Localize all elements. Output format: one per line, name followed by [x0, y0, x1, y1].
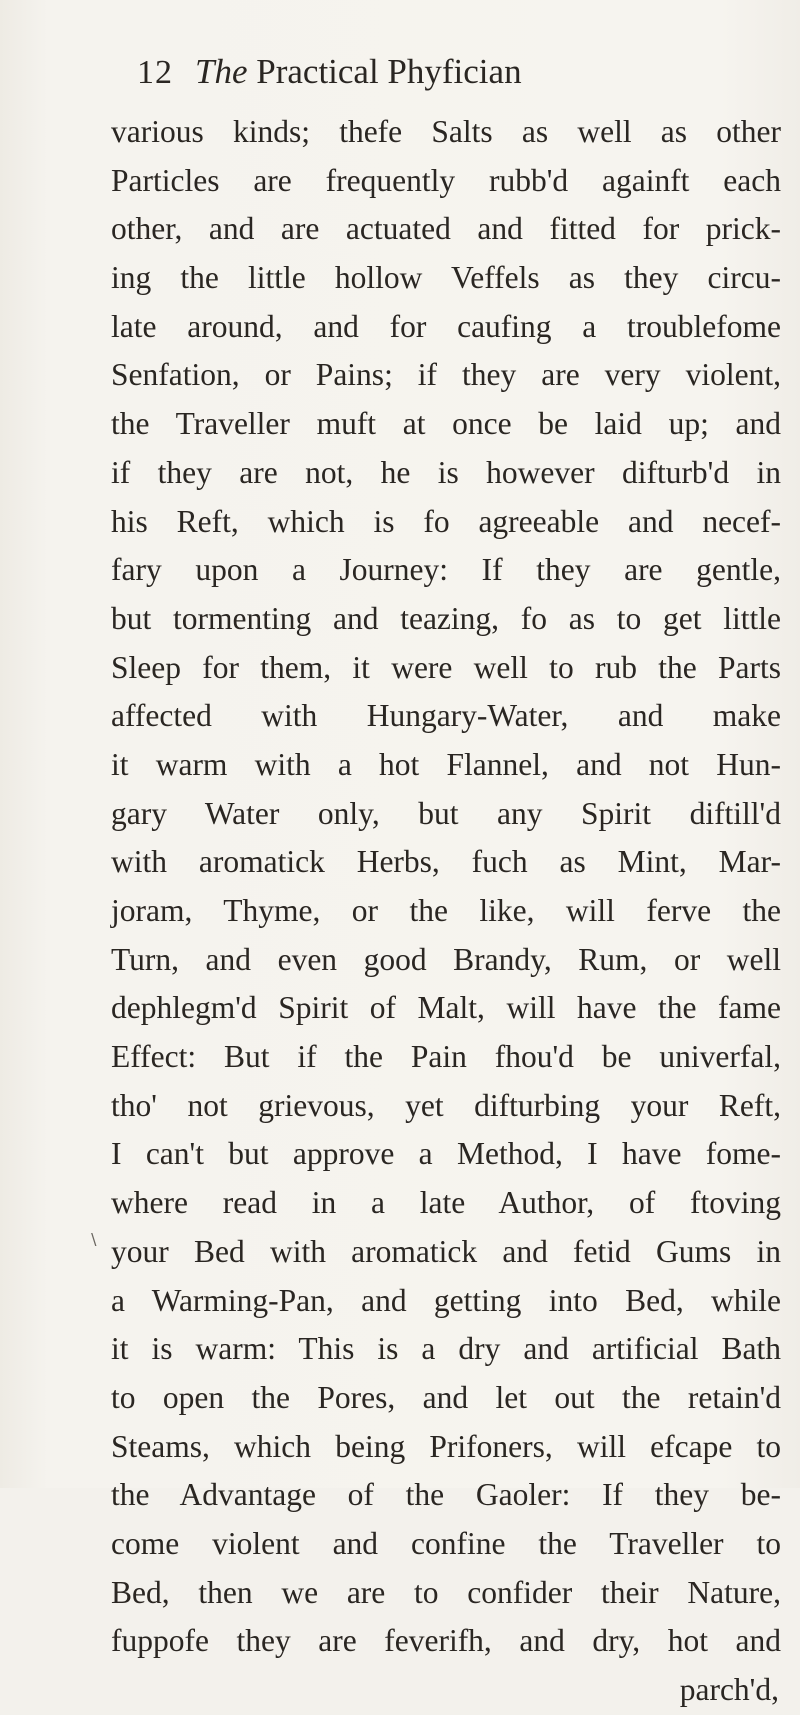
text-line: I can't but approve a Method, I have fome-: [111, 1136, 781, 1172]
text-line: late around, and for caufing a troublefome: [111, 308, 781, 344]
text-line: Senfation, or Pains; if they are very violent,: [111, 357, 781, 393]
text-line: ing the little hollow Veffels as they circu-: [111, 260, 781, 296]
text-line: Steams, which being Prifoners, will efcape to: [111, 1428, 781, 1464]
text-line: Particles are frequently rubb'd againft each: [111, 162, 781, 198]
text-line: the Advantage of the Gaoler: If they be-: [111, 1477, 781, 1513]
running-head: [137, 52, 697, 96]
page-number: 12: [137, 54, 173, 91]
text-line: a Warming-Pan, and getting into Bed, while: [111, 1282, 781, 1318]
running-title-rest: Practical Phyfician: [256, 52, 522, 91]
text-line: gary Water only, but any Spirit diftill'd: [111, 795, 781, 831]
text-line: tho' not grievous, yet difturbing your Reft,: [111, 1087, 781, 1123]
text-line: his Reft, which is fo agreeable and necef-: [111, 503, 781, 539]
text-line: affected with Hungary-Water, and make: [111, 698, 781, 734]
text-line: it warm with a hot Flannel, and not Hun-: [111, 746, 781, 782]
text-line: various kinds; thefe Salts as well as other: [111, 114, 781, 149]
text-line: fary upon a Journey: If they are gentle,: [111, 552, 781, 588]
text-line: other, and are actuated and fitted for prick-: [111, 211, 781, 247]
text-line: dephlegm'd Spirit of Malt, will have the fame: [111, 990, 781, 1026]
text-line: the Traveller muft at once be laid up; and: [111, 406, 781, 442]
running-title-italic: The: [195, 52, 248, 91]
catchword: parch'd,: [679, 1672, 779, 1707]
text-line: with aromatick Herbs, fuch as Mint, Mar-: [111, 844, 781, 880]
text-line: joram, Thyme, or the like, will ferve the: [111, 893, 781, 928]
text-line: to open the Pores, and let out the retain'd: [111, 1379, 781, 1415]
text-line: Turn, and even good Brandy, Rum, or well: [111, 941, 781, 977]
running-title: [195, 52, 522, 92]
text-line: it is warm: This is a dry and artificial Bath: [111, 1331, 781, 1367]
body-text: [111, 108, 781, 1715]
text-line: fuppofe they are feverifh, and dry, hot and: [111, 1623, 781, 1659]
text-line: Sleep for them, it were well to rub the Parts: [111, 649, 781, 685]
margin-mark: ∖: [88, 1232, 99, 1249]
text-line: your Bed with aromatick and fetid Gums in: [111, 1233, 781, 1269]
text-line: if they are not, he is however difturb'd in: [111, 454, 781, 490]
text-line: where read in a late Author, of ftoving: [111, 1185, 781, 1221]
text-line: come violent and confine the Traveller to: [111, 1525, 781, 1561]
text-line: Bed, then we are to confider their Nature,: [111, 1574, 781, 1610]
text-line: Effect: But if the Pain fhou'd be univerfal,: [111, 1039, 781, 1075]
text-line: but tormenting and teazing, fo as to get little: [111, 600, 781, 636]
